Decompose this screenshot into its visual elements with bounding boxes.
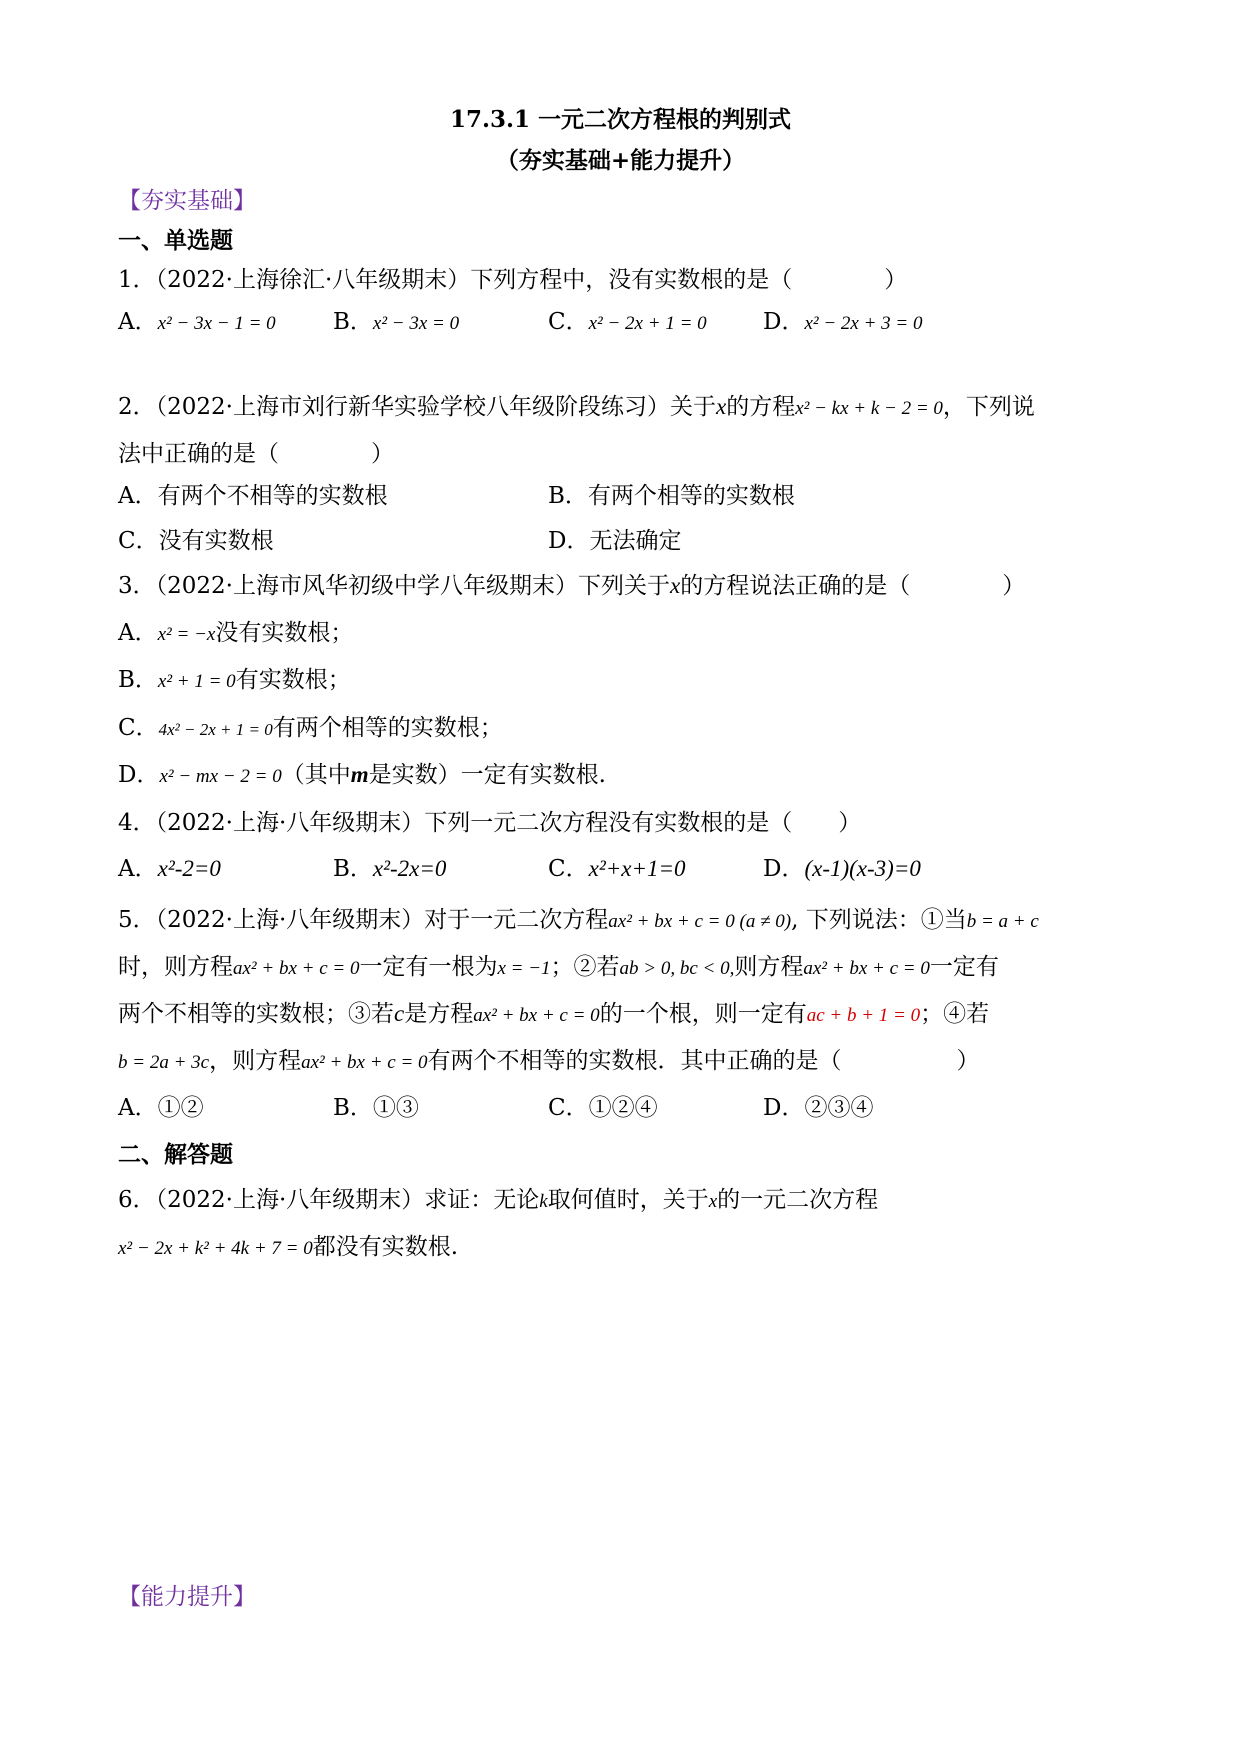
section-advanced-heading: 【能力提升】: [118, 1584, 256, 1610]
q2-variable-x: x: [715, 394, 727, 419]
q4-stem: 4．（2022·上海·八年级期末）下列一元二次方程没有实数根的是（ ）: [118, 810, 862, 836]
q3-option-c-equation: 4x² − 2x + 1 = 0: [158, 720, 273, 739]
q3-variable-m: m: [350, 762, 369, 787]
q4-option-c: C．x²+x+1=0: [548, 856, 686, 882]
q5-line2: 时，则方程ax² + bx + c = 0一定有一根为x = −1；②若ab > 0, bc < 0,则方程ax² + bx + c = 0一定有: [118, 954, 999, 980]
q2-equation: x² − kx + k − 2 = 0: [795, 398, 943, 419]
q5-equation-main: ax² + bx + c = 0 (a ≠ 0): [608, 911, 792, 932]
q2-stem-line1: 2．（2022·上海市刘行新华实验学校八年级阶段练习）关于x的方程x² − kx + k − 2 = 0，下列说: [118, 394, 1035, 420]
part2-heading: 二、解答题: [118, 1141, 233, 1168]
q1-stem: 1．（2022·上海徐汇·八年级期末）下列方程中，没有实数根的是（ ）: [118, 267, 908, 293]
q4-option-d: D．(x-1)(x-3)=0: [763, 856, 921, 882]
q3-stem: 3．（2022·上海市风华初级中学八年级期末）下列关于x的方程说法正确的是（ ）: [118, 573, 1026, 599]
page-title: 17.3.1 一元二次方程根的判别式: [449, 106, 792, 133]
q6-variable-k: k: [539, 1191, 548, 1212]
q2-option-b: B．有两个相等的实数根: [548, 483, 795, 509]
q5-condition-1: b = a + c: [966, 911, 1039, 932]
q1-option-a: A．x² − 3x − 1 = 0: [118, 309, 276, 335]
q2-option-d: D．无法确定: [548, 528, 682, 554]
q6-line2: x² − 2x + k² + 4k + 7 = 0都没有实数根.: [118, 1234, 459, 1260]
section-basic-heading: 【夯实基础】: [118, 188, 256, 214]
q1-option-c: C．x² − 2x + 1 = 0: [548, 309, 707, 335]
q2-option-c: C．没有实数根: [118, 528, 274, 554]
page-subtitle: （夯实基础+能力提升）: [495, 147, 746, 174]
q4-option-c-equation: x²+x+1=0: [588, 856, 686, 881]
q2-option-a: A．有两个不相等的实数根: [118, 483, 388, 509]
part1-heading: 一、单选题: [118, 227, 233, 254]
q4-option-a-equation: x²-2=0: [157, 856, 221, 881]
q3-option-d: D．x² − mx − 2 = 0（其中m是实数）一定有实数根.: [118, 762, 606, 788]
q5-option-d: D．②③④: [763, 1095, 874, 1121]
q6-line1: 6．（2022·上海·八年级期末）求证：无论k取何值时，关于x的一元二次方程: [118, 1187, 879, 1213]
q3-variable-x: x: [669, 573, 681, 598]
q1-option-a-equation: x² − 3x − 1 = 0: [157, 313, 276, 334]
q3-option-b: B．x² + 1 = 0有实数根；: [118, 667, 351, 693]
q3-option-a-equation: x² = −x: [157, 624, 216, 645]
q5-option-c: C．①②④: [548, 1095, 658, 1121]
q1-option-d: D．x² − 2x + 3 = 0: [763, 309, 923, 335]
q6-variable-x: x: [708, 1191, 718, 1212]
q5-line3: 两个不相等的实数根；③若c是方程ax² + bx + c = 0的一个根，则一定有ac + b + 1 = 0；④若: [118, 1001, 990, 1027]
q5-option-b: B．①③: [333, 1095, 419, 1121]
q5-option-a: A．①②: [118, 1095, 204, 1121]
q4-option-a: A．x²-2=0: [118, 856, 221, 882]
q4-option-d-equation: (x-1)(x-3)=0: [804, 856, 921, 881]
q1-option-b-equation: x² − 3x = 0: [372, 313, 460, 334]
q5-highlighted-equation: ac + b + 1 = 0: [806, 1005, 921, 1026]
q3-option-d-equation: x² − mx − 2 = 0: [159, 766, 282, 787]
q2-stem-line2: 法中正确的是（ ）: [118, 441, 394, 467]
q1-option-b: B．x² − 3x = 0: [333, 309, 460, 335]
q3-option-c: C．4x² − 2x + 1 = 0有两个相等的实数根；: [118, 715, 503, 741]
q4-option-b: B．x²-2x=0: [333, 856, 447, 882]
q3-option-a: A．x² = −x没有实数根；: [118, 620, 354, 646]
q3-option-b-equation: x² + 1 = 0: [157, 671, 236, 692]
q1-option-c-equation: x² − 2x + 1 = 0: [588, 313, 707, 334]
q1-option-d-equation: x² − 2x + 3 = 0: [804, 313, 923, 334]
q6-equation: x² − 2x + k² + 4k + 7 = 0: [118, 1238, 313, 1259]
q5-line4: b = 2a + 3c，则方程ax² + bx + c = 0有两个不相等的实数根．其中正确的是（ ）: [118, 1048, 980, 1074]
q4-option-b-equation: x²-2x=0: [372, 856, 447, 881]
q5-line1: 5．（2022·上海·八年级期末）对于一元二次方程ax² + bx + c = 0 (a ≠ 0), 下列说法：①当b = a + c: [118, 907, 1039, 933]
